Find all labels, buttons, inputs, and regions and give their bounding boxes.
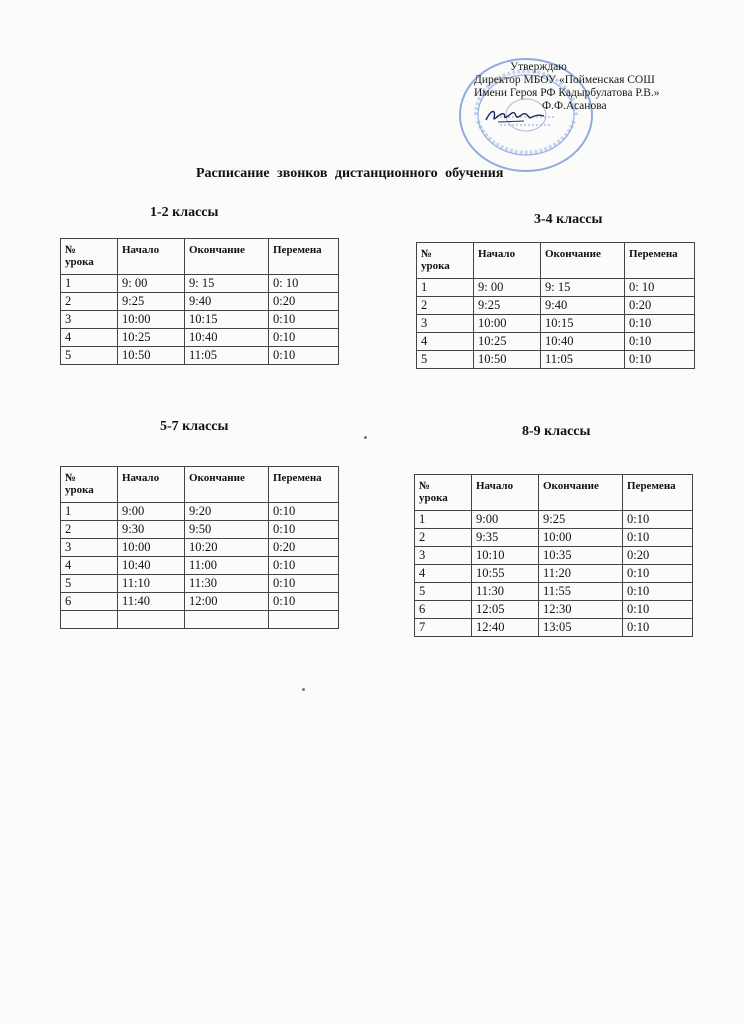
header-end-label: Окончание [543, 480, 599, 492]
break-duration-cell: 0:10 [625, 315, 695, 333]
break-duration-cell: 0:10 [269, 311, 339, 329]
header-break [625, 243, 695, 279]
lesson-number-cell: 4 [417, 333, 474, 351]
break-duration-cell: 0:10 [623, 529, 693, 547]
header-number [61, 239, 118, 275]
lesson-number-cell: 5 [415, 583, 472, 601]
approval-approve-line: Утверждаю [510, 61, 567, 73]
lesson-number-cell: 3 [61, 539, 118, 557]
table-header-row [417, 243, 695, 279]
end-time-cell: 9:40 [185, 293, 269, 311]
group-title-5-7: 5-7 классы [160, 419, 229, 434]
end-time-cell: 12:00 [185, 593, 269, 611]
table-row [61, 557, 339, 575]
lesson-number-cell: 4 [61, 557, 118, 575]
table-row [415, 601, 693, 619]
end-time-cell: 10:35 [539, 547, 623, 565]
table-row [415, 583, 693, 601]
end-time-cell: 9:25 [539, 511, 623, 529]
start-time-cell: 9:25 [474, 297, 541, 315]
end-time-cell: 10:40 [541, 333, 625, 351]
header-start-label: Начало [476, 480, 514, 492]
header-number [417, 243, 474, 279]
header-number-label: № урока [421, 248, 450, 272]
table-row [61, 293, 339, 311]
lesson-number-cell: 3 [61, 311, 118, 329]
break-duration-cell: 0:10 [625, 333, 695, 351]
lesson-number-cell: 2 [415, 529, 472, 547]
table-row [61, 521, 339, 539]
start-time-cell: 10:00 [118, 311, 185, 329]
end-time-cell: 10:15 [185, 311, 269, 329]
header-end [541, 243, 625, 279]
break-duration-cell: 0:20 [625, 297, 695, 315]
header-end-label: Окончание [545, 248, 601, 260]
lesson-number-cell: 6 [415, 601, 472, 619]
start-time-cell [118, 611, 185, 629]
break-duration-cell: 0:10 [623, 583, 693, 601]
break-duration-cell: 0:10 [269, 347, 339, 365]
group-title-3-4: 3-4 классы [534, 212, 603, 227]
start-time-cell: 9: 00 [474, 279, 541, 297]
start-time-cell: 10:00 [474, 315, 541, 333]
approval-signer-name: Ф.Ф.Асанова [542, 100, 607, 112]
lesson-number-cell: 4 [415, 565, 472, 583]
break-duration-cell: 0:10 [269, 521, 339, 539]
lesson-number-cell: 7 [415, 619, 472, 637]
end-time-cell: 9:40 [541, 297, 625, 315]
break-duration-cell: 0: 10 [625, 279, 695, 297]
break-duration-cell: 0:10 [623, 565, 693, 583]
end-time-cell: 11:30 [185, 575, 269, 593]
break-duration-cell [269, 611, 339, 629]
table-row [415, 529, 693, 547]
end-time-cell: 12:30 [539, 601, 623, 619]
header-end [539, 475, 623, 511]
break-duration-cell: 0:10 [625, 351, 695, 369]
header-start [472, 475, 539, 511]
header-break-label: Перемена [273, 244, 322, 256]
schedule-table-1-2 [60, 238, 339, 365]
lesson-number-cell [61, 611, 118, 629]
break-duration-cell: 0:20 [269, 539, 339, 557]
start-time-cell: 9:30 [118, 521, 185, 539]
table-row [415, 511, 693, 529]
schedule-table-3-4 [416, 242, 695, 369]
break-duration-cell: 0:10 [269, 503, 339, 521]
end-time-cell: 13:05 [539, 619, 623, 637]
table-row [61, 503, 339, 521]
table-row [61, 611, 339, 629]
lesson-number-cell: 5 [61, 575, 118, 593]
end-time-cell: 11:55 [539, 583, 623, 601]
end-time-cell: 11:05 [541, 351, 625, 369]
start-time-cell: 9:00 [472, 511, 539, 529]
break-duration-cell: 0:10 [623, 511, 693, 529]
lesson-number-cell: 2 [417, 297, 474, 315]
table-row [415, 565, 693, 583]
start-time-cell: 10:00 [118, 539, 185, 557]
table-row [417, 315, 695, 333]
start-time-cell: 11:10 [118, 575, 185, 593]
header-number-label: № урока [65, 472, 94, 496]
scan-speck [302, 688, 305, 691]
header-break-label: Перемена [273, 472, 322, 484]
table-row [61, 539, 339, 557]
table-row [417, 351, 695, 369]
start-time-cell: 10:25 [474, 333, 541, 351]
table-row [61, 347, 339, 365]
start-time-cell: 10:40 [118, 557, 185, 575]
end-time-cell [185, 611, 269, 629]
approval-hero-name-line: Имени Героя РФ Кадырбулатова Р.В.» [474, 87, 660, 99]
header-break-label: Перемена [629, 248, 678, 260]
start-time-cell: 10:55 [472, 565, 539, 583]
lesson-number-cell: 3 [417, 315, 474, 333]
header-start [474, 243, 541, 279]
break-duration-cell: 0:10 [623, 601, 693, 619]
start-time-cell: 11:30 [472, 583, 539, 601]
table-row [61, 593, 339, 611]
end-time-cell: 11:05 [185, 347, 269, 365]
break-duration-cell: 0:10 [269, 329, 339, 347]
lesson-number-cell: 2 [61, 293, 118, 311]
end-time-cell: 9:50 [185, 521, 269, 539]
table-header-row [61, 467, 339, 503]
break-duration-cell: 0: 10 [269, 275, 339, 293]
lesson-number-cell: 3 [415, 547, 472, 565]
header-number-label: № урока [65, 244, 94, 268]
start-time-cell: 11:40 [118, 593, 185, 611]
handwritten-signature [484, 104, 546, 126]
table-row [61, 311, 339, 329]
start-time-cell: 10:50 [474, 351, 541, 369]
break-duration-cell: 0:20 [269, 293, 339, 311]
header-break [269, 239, 339, 275]
header-break [269, 467, 339, 503]
table-row [417, 297, 695, 315]
header-end [185, 239, 269, 275]
end-time-cell: 9:20 [185, 503, 269, 521]
lesson-number-cell: 1 [61, 275, 118, 293]
break-duration-cell: 0:10 [623, 619, 693, 637]
document-title: Расписание звонков дистанционного обучения [196, 166, 504, 181]
header-start [118, 467, 185, 503]
end-time-cell: 11:20 [539, 565, 623, 583]
lesson-number-cell: 4 [61, 329, 118, 347]
table-row [61, 575, 339, 593]
table-header-row [61, 239, 339, 275]
lesson-number-cell: 5 [417, 351, 474, 369]
approval-director-line: Директор МБОУ «Пойменская СОШ [474, 74, 655, 86]
break-duration-cell: 0:10 [269, 575, 339, 593]
break-duration-cell: 0:20 [623, 547, 693, 565]
header-number [415, 475, 472, 511]
end-time-cell: 10:20 [185, 539, 269, 557]
header-start-label: Начало [122, 472, 160, 484]
start-time-cell: 12:05 [472, 601, 539, 619]
header-number-label: № урока [419, 480, 448, 504]
table-header-row [415, 475, 693, 511]
header-break [623, 475, 693, 511]
header-number [61, 467, 118, 503]
end-time-cell: 10:40 [185, 329, 269, 347]
header-break-label: Перемена [627, 480, 676, 492]
group-title-1-2: 1-2 классы [150, 205, 219, 220]
lesson-number-cell: 1 [417, 279, 474, 297]
table-row [415, 619, 693, 637]
lesson-number-cell: 1 [415, 511, 472, 529]
table-row [417, 279, 695, 297]
start-time-cell: 9:25 [118, 293, 185, 311]
header-start [118, 239, 185, 275]
break-duration-cell: 0:10 [269, 593, 339, 611]
end-time-cell: 11:00 [185, 557, 269, 575]
header-start-label: Начало [122, 244, 160, 256]
header-end-label: Окончание [189, 244, 245, 256]
end-time-cell: 10:00 [539, 529, 623, 547]
end-time-cell: 10:15 [541, 315, 625, 333]
start-time-cell: 10:25 [118, 329, 185, 347]
table-row [415, 547, 693, 565]
start-time-cell: 10:50 [118, 347, 185, 365]
start-time-cell: 12:40 [472, 619, 539, 637]
start-time-cell: 9: 00 [118, 275, 185, 293]
start-time-cell: 9:00 [118, 503, 185, 521]
header-end-label: Окончание [189, 472, 245, 484]
lesson-number-cell: 2 [61, 521, 118, 539]
start-time-cell: 10:10 [472, 547, 539, 565]
lesson-number-cell: 5 [61, 347, 118, 365]
schedule-table-8-9 [414, 474, 693, 637]
header-end [185, 467, 269, 503]
end-time-cell: 9: 15 [185, 275, 269, 293]
scan-speck [364, 436, 367, 439]
group-title-8-9: 8-9 классы [522, 424, 591, 439]
table-row [61, 329, 339, 347]
table-row [61, 275, 339, 293]
start-time-cell: 9:35 [472, 529, 539, 547]
table-row [417, 333, 695, 351]
break-duration-cell: 0:10 [269, 557, 339, 575]
schedule-table-5-7 [60, 466, 339, 629]
lesson-number-cell: 6 [61, 593, 118, 611]
header-start-label: Начало [478, 248, 516, 260]
end-time-cell: 9: 15 [541, 279, 625, 297]
lesson-number-cell: 1 [61, 503, 118, 521]
